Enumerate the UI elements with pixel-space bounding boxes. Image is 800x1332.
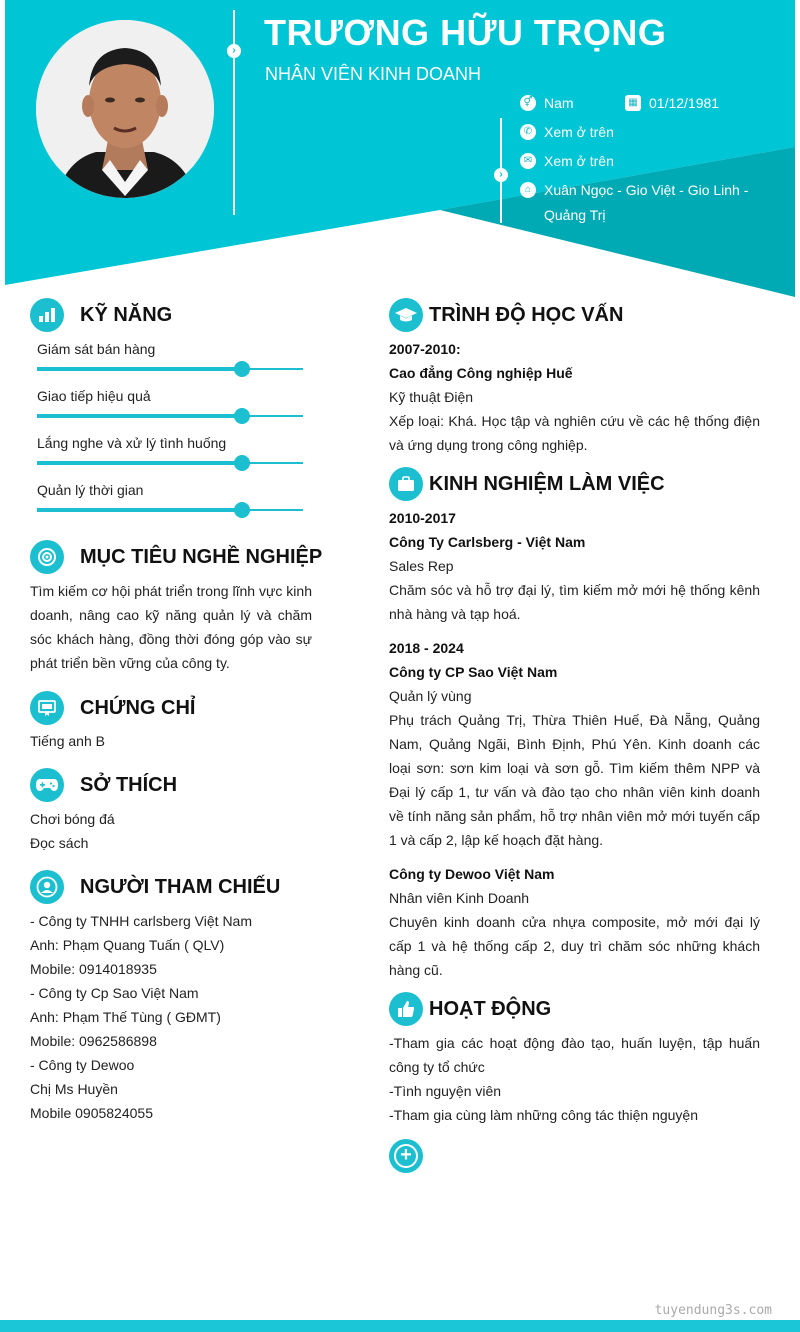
certificate-icon: [30, 691, 64, 725]
certificate-item: Tiếng anh B: [30, 733, 105, 749]
education-section-title: TRÌNH ĐỘ HỌC VẤN: [389, 298, 623, 332]
chevron-right-icon: ›: [227, 44, 241, 58]
footer-bar: [0, 1320, 800, 1332]
address-row: [520, 178, 760, 228]
bar-chart-icon: [30, 298, 64, 332]
candidate-role: NHÂN VIÊN KINH DOANH: [265, 64, 482, 84]
activities-section-title: HOẠT ĐỘNG: [389, 992, 551, 1026]
reference-line: Mobile: 0914018935: [30, 961, 157, 977]
reference-line: - Công ty Cp Sao Việt Nam: [30, 985, 199, 1001]
experience-section-title: KINH NGHIỆM LÀM VIỆC: [389, 467, 665, 501]
skill-bar: [37, 368, 303, 370]
reference-line: Anh: Phạm Thế Tùng ( GĐMT): [30, 1009, 221, 1025]
skill-bar: [37, 462, 303, 464]
email-value: Xem ở trên: [544, 153, 614, 169]
calendar-icon: ▦: [625, 95, 641, 111]
phone-value: Xem ở trên: [544, 124, 614, 140]
dob-value: 01/12/1981: [649, 95, 720, 111]
references-section-title: NGƯỜI THAM CHIẾU: [30, 870, 280, 904]
education-major: Kỹ thuật Điện: [389, 389, 474, 405]
reference-line: Mobile 0905824055: [30, 1105, 153, 1121]
home-icon: ⌂: [520, 182, 536, 198]
gender-icon: ⚥: [520, 95, 536, 111]
job-position: Nhân viên Kinh Doanh: [389, 890, 530, 906]
skill-label: Lắng nghe và xử lý tình huống: [37, 435, 227, 451]
reference-line: - Công ty TNHH carlsberg Việt Nam: [30, 913, 252, 929]
job-position: Quản lý vùng: [389, 688, 472, 704]
phone-row: [520, 120, 614, 145]
email-row: [520, 149, 614, 174]
skill-bar: [37, 509, 303, 511]
skill-label: Giao tiếp hiệu quả: [37, 388, 151, 404]
email-icon: ✉: [520, 153, 536, 169]
chevron-right-icon: ›: [494, 168, 508, 182]
hobbies-section-title: SỞ THÍCH: [30, 768, 177, 802]
activity-item: -Tham gia cùng làm những công tác thiện nguyện: [389, 1107, 699, 1123]
job-desc: Chuyên kinh doanh cửa nhựa composite, mở mới đại lý cấp 1 và hệ thống cấp 2, duy trì chăm sóc những khách hàng cũ.: [389, 914, 760, 978]
reference-line: Chị Ms Huyền: [30, 1081, 118, 1097]
skill-label: Quản lý thời gian: [37, 482, 144, 498]
watermark: tuyendung3s.com: [654, 1303, 772, 1318]
thumbs-up-icon: [389, 992, 423, 1026]
activity-item: -Tham gia các hoạt động đào tạo, huấn luyện, tập huấn công ty tổ chức: [389, 1035, 760, 1075]
user-icon: [30, 870, 64, 904]
skill-bar: [37, 415, 303, 417]
reference-line: - Công ty Dewoo: [30, 1057, 135, 1073]
education-school: Cao đẳng Công nghiệp Huế: [389, 365, 573, 381]
skills-section-title: KỸ NĂNG: [30, 298, 172, 332]
hobby-item: Đọc sách: [30, 835, 89, 851]
objective-section-title: MỤC TIÊU NGHỀ NGHIỆP: [30, 540, 322, 574]
certificates-section-title: CHỨNG CHỈ: [30, 691, 195, 725]
job-company: Công ty Dewoo Việt Nam: [389, 866, 555, 882]
reference-line: Mobile: 0962586898: [30, 1033, 157, 1049]
briefcase-icon: [389, 467, 423, 501]
job-company: Công Ty Carlsberg - Việt Nam: [389, 534, 586, 550]
job-position: Sales Rep: [389, 558, 454, 574]
objective-text: Tìm kiếm cơ hội phát triển trong lĩnh vực kinh doanh, nâng cao kỹ năng quản lý và chăm sóc khách hàng, đồng thời đóng góp vào sự phát triển bền vững của công ty.: [30, 583, 312, 671]
job-period: 2018 - 2024: [389, 640, 464, 656]
header-divider: [233, 10, 235, 215]
hobby-item: Chơi bóng đá: [30, 811, 115, 827]
skill-label: Giám sát bán hàng: [37, 341, 156, 357]
phone-icon: ✆: [520, 124, 536, 140]
gender-row: [520, 91, 574, 116]
portrait-image: [36, 20, 214, 198]
dob-row: [625, 91, 719, 116]
target-icon: [30, 540, 64, 574]
job-desc: Phụ trách Quảng Trị, Thừa Thiên Huế, Đà Nẵng, Quảng Nam, Quảng Ngãi, Bình Định, Phú Yên. Kinh doanh các loại sơn: sơn kim loại và sơn gỗ. Tìm kiếm thêm NPP và Đại lý cấp 1, tư vấn và đào tạo cho nhân viên kinh doanh về tính năng sản phẩm, hỗ trợ nhân viên mở mới tuyến cấp 1 và cấp 2, lập kế hoạch đặt hàng.: [389, 712, 760, 848]
job-company: Công ty CP Sao Việt Nam: [389, 664, 558, 680]
candidate-name: TRƯƠNG HỮU TRỌNG: [264, 12, 667, 53]
address-value: Xuân Ngọc - Gio Việt - Gio Linh - Quảng Trị: [544, 182, 749, 223]
avatar: [36, 20, 214, 198]
gamepad-icon: [30, 768, 64, 802]
add-section-button[interactable]: [389, 1139, 423, 1173]
activity-item: -Tình nguyện viên: [389, 1083, 502, 1099]
plus-icon: +: [394, 1144, 418, 1168]
job-desc: Chăm sóc và hỗ trợ đại lý, tìm kiếm mở mới hệ thống kênh nhà hàng và tạp hoá.: [389, 582, 760, 622]
gender-value: Nam: [544, 95, 574, 111]
education-desc: Xếp loại: Khá. Học tập và nghiên cứu về các hệ thống điện và ứng dụng trong công nghiệp.: [389, 413, 760, 453]
reference-line: Anh: Phạm Quang Tuấn ( QLV): [30, 937, 225, 953]
job-period: 2010-2017: [389, 510, 456, 526]
education-period: 2007-2010:: [389, 341, 461, 357]
graduation-cap-icon: [389, 298, 423, 332]
